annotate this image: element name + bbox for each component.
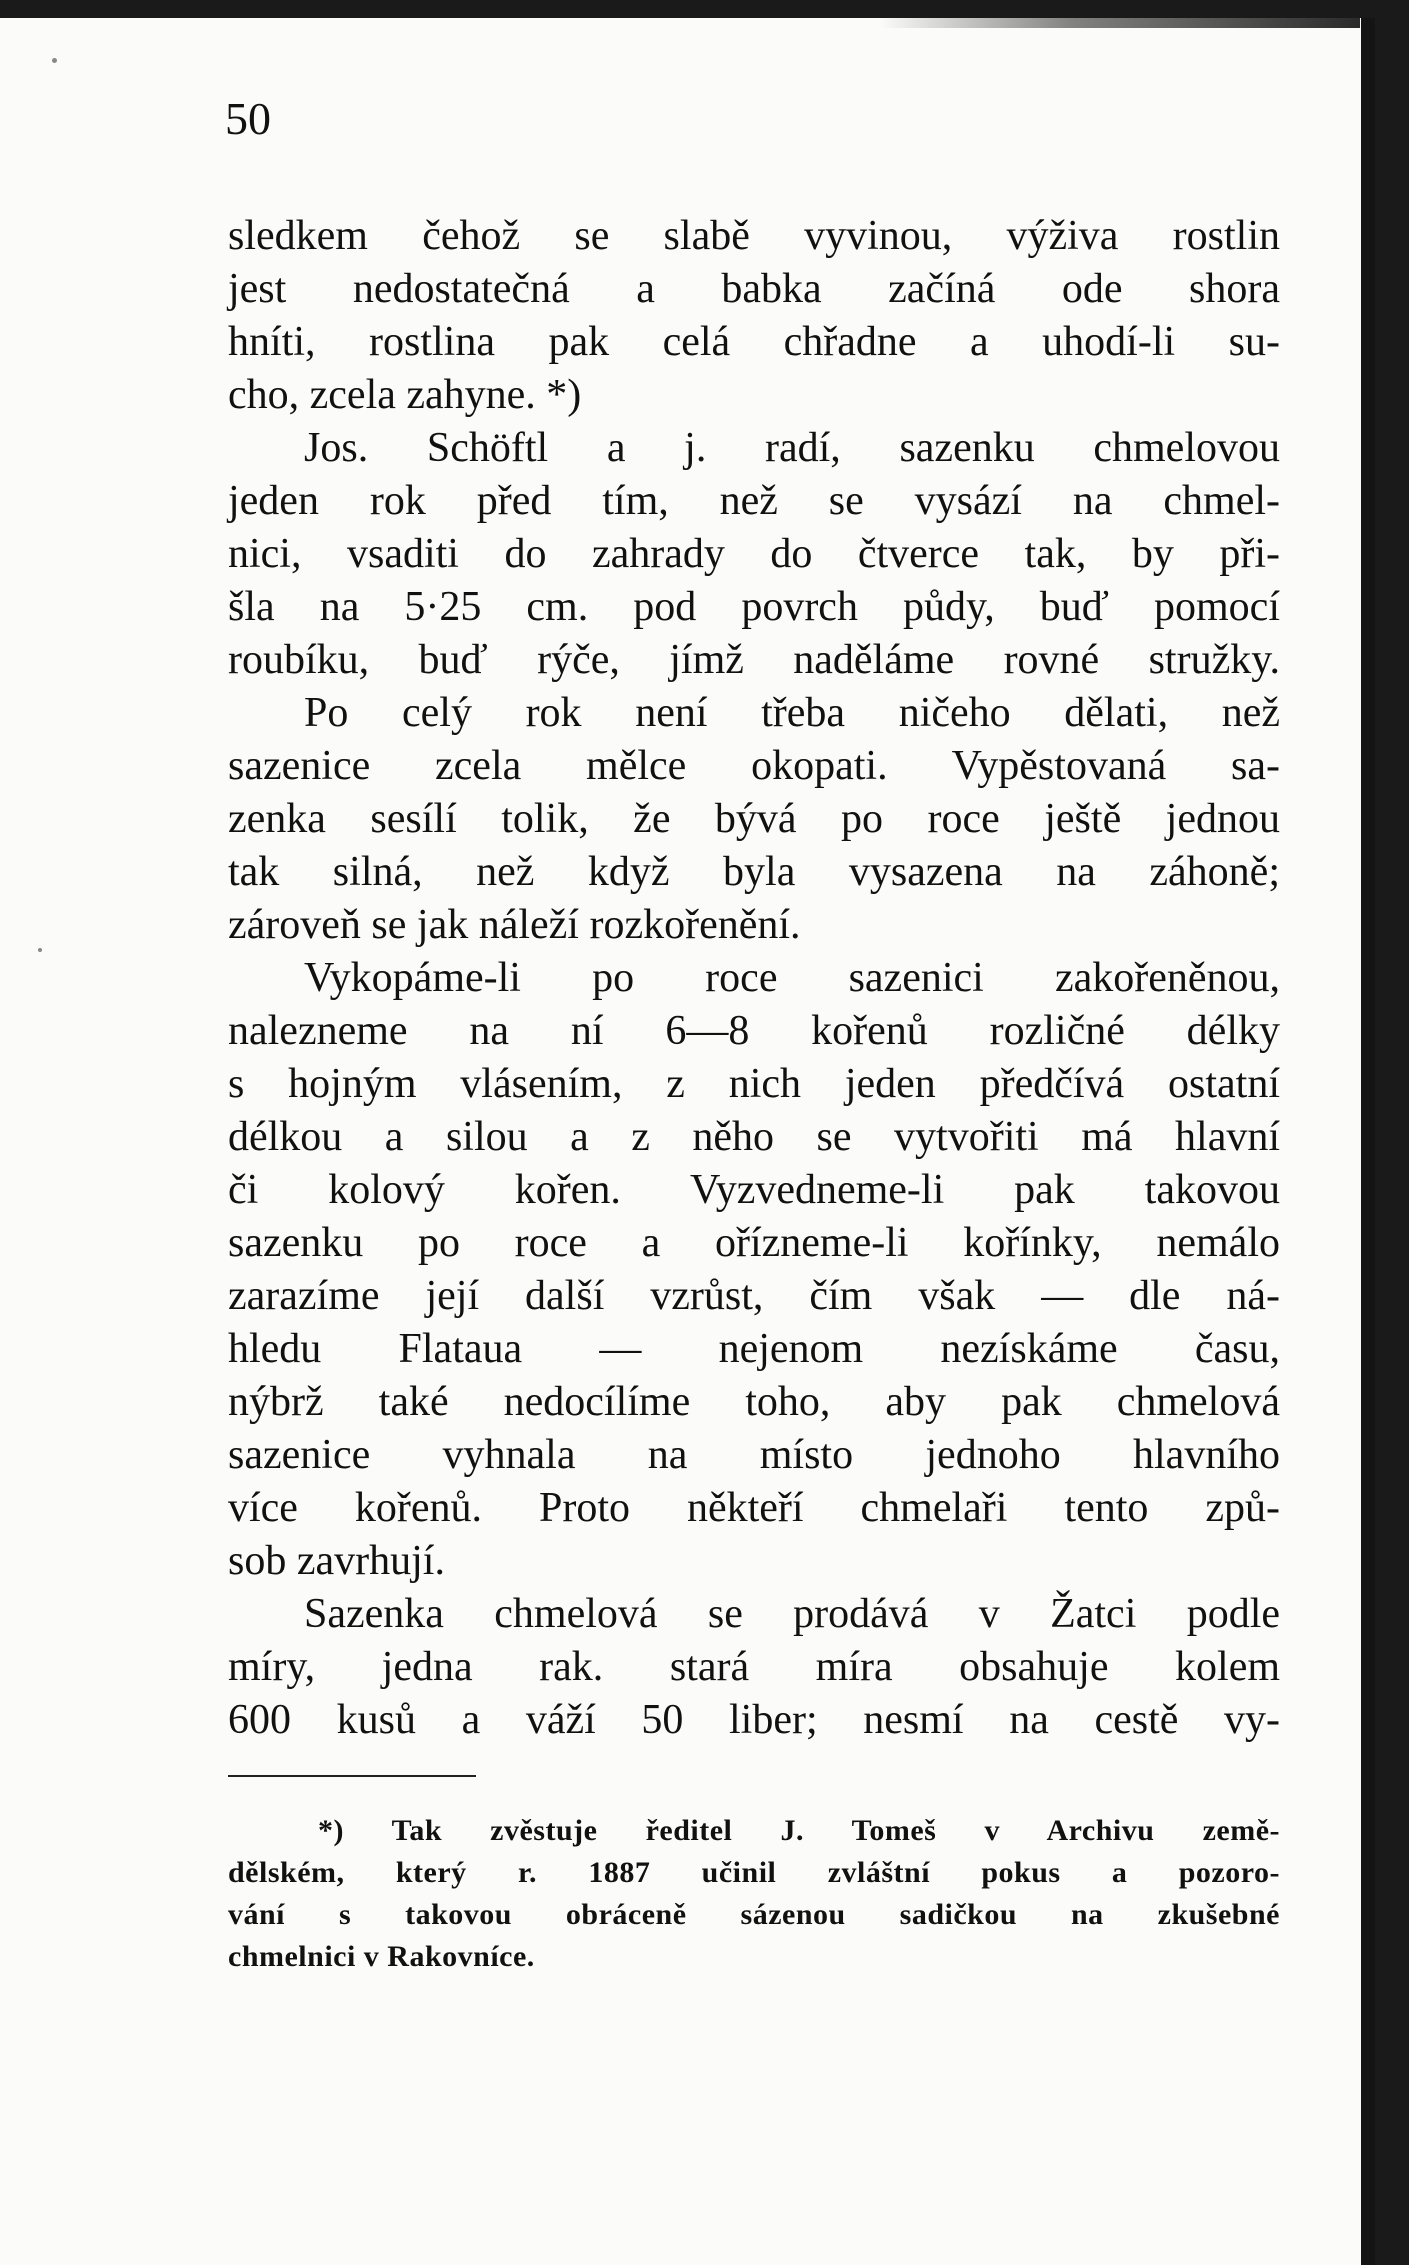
text-line: nalezneme na ní 6—8 kořenů rozličné délky	[228, 1008, 1280, 1054]
paragraph-start: Jos. Schöftl a j. radí, sazenku chmelovou	[304, 425, 1280, 471]
paragraph-start: Po celý rok není třeba ničeho dělati, než	[304, 690, 1280, 736]
footnote-line: dělském, který r. 1887 učinil zvláštní pokus a pozoro-	[228, 1856, 1280, 1889]
paragraph-start: Vykopáme-li po roce sazenici zakořeněnou,	[304, 955, 1280, 1001]
footnote-line: *) Tak zvěstuje ředitel J. Tomeš v Archivu země-	[318, 1814, 1280, 1847]
text-line: zenka sesílí tolik, že bývá po roce ještě jednou	[228, 796, 1280, 842]
footnote	[228, 1810, 1280, 1978]
footnote-line: chmelnici v Rakovníce.	[228, 1940, 535, 1973]
text-line: míry, jedna rak. stará míra obsahuje kolem	[228, 1644, 1280, 1690]
text-line: délkou a silou a z něho se vytvořiti má hlavní	[228, 1114, 1280, 1160]
page-speck	[52, 58, 57, 63]
paragraph-start: Sazenka chmelová se prodává v Žatci podle	[304, 1591, 1280, 1637]
footnote-divider	[228, 1775, 476, 1777]
text-line: sazenice vyhnala na místo jednoho hlavního	[228, 1432, 1280, 1478]
footnote-line: vání s takovou obráceně sázenou sadičkou na zkušebné	[228, 1898, 1280, 1931]
body-text	[228, 210, 1280, 1747]
text-line: roubíku, buď rýče, jímž naděláme rovné stružky.	[228, 637, 1280, 683]
page-speck	[38, 948, 42, 952]
text-line: šla na 5·25 cm. pod povrch půdy, buď pomocí	[228, 584, 1280, 630]
text-line: sazenice zcela mělce okopati. Vypěstovaná sa-	[228, 743, 1280, 789]
text-line: zároveň se jak náleží rozkořenění.	[228, 902, 801, 948]
text-line: s hojným vlásením, z nich jeden předčívá ostatní	[228, 1061, 1280, 1107]
scan-shadow	[880, 18, 1360, 28]
text-line: jeden rok před tím, než se vysází na chmel-	[228, 478, 1280, 524]
text-line: hníti, rostlina pak celá chřadne a uhodí-li su-	[228, 319, 1280, 365]
text-line: cho, zcela zahyne. *)	[228, 372, 582, 418]
text-line: hledu Flataua — nejenom nezískáme času,	[228, 1326, 1280, 1372]
text-line: nici, vsaditi do zahrady do čtverce tak, by při-	[228, 531, 1280, 577]
page-number: 50	[225, 93, 271, 144]
text-line: více kořenů. Proto někteří chmelaři tento způ-	[228, 1485, 1280, 1531]
text-line: sledkem čehož se slabě vyvinou, výživa rostlin	[228, 213, 1280, 259]
text-line: zarazíme její další vzrůst, čím však — dle ná-	[228, 1273, 1280, 1319]
book-page	[0, 18, 1375, 2265]
text-line: či kolový kořen. Vyzvedneme-li pak takovou	[228, 1167, 1280, 1213]
text-line: sob zavrhují.	[228, 1538, 445, 1584]
text-line: tak silná, než když byla vysazena na záhoně;	[228, 849, 1280, 895]
text-line: sazenku po roce a ořízneme-li kořínky, nemálo	[228, 1220, 1280, 1266]
text-line: nýbrž také nedocílíme toho, aby pak chmelová	[228, 1379, 1280, 1425]
text-line: 600 kusů a váží 50 liber; nesmí na cestě vy-	[228, 1697, 1280, 1743]
text-line: jest nedostatečná a babka začíná ode shora	[228, 266, 1280, 312]
